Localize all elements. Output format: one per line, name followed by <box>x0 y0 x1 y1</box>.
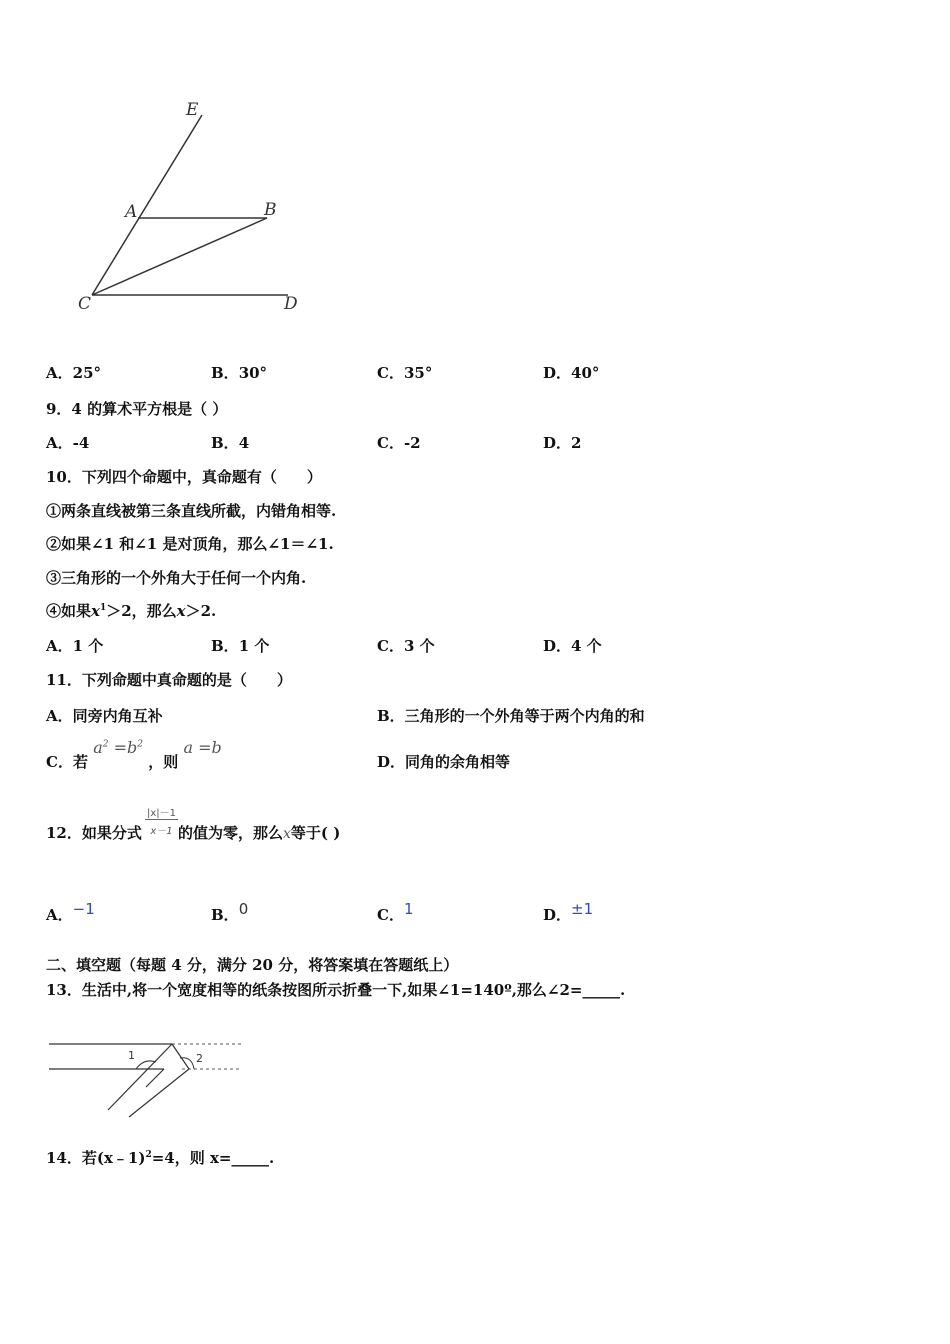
q8-option-d[interactable] <box>543 362 599 383</box>
math-a-eq-b: a =b <box>183 738 222 757</box>
math-sup: 1 <box>99 603 107 613</box>
angle-label-2: 2 <box>196 1052 203 1065</box>
q14-stem <box>46 1147 274 1168</box>
option-text: 1 个 <box>72 637 104 655</box>
line-cb <box>92 218 267 295</box>
q12-option-c[interactable] <box>377 898 414 924</box>
option-text: 4 <box>238 434 250 452</box>
math-var: b <box>126 738 138 757</box>
math-var: x <box>176 602 186 620</box>
q9-option-b[interactable] <box>211 432 249 453</box>
option-text: -2 <box>403 434 421 452</box>
q8-option-a[interactable] <box>46 362 101 383</box>
option-letter: C． <box>377 364 404 382</box>
q10-statement-4 <box>46 600 216 621</box>
q11-option-d[interactable]: D．同角的余角相等 <box>377 753 511 771</box>
text: =4，则 x=_____. <box>151 1149 275 1167</box>
option-text: C．若 <box>46 753 88 771</box>
option-letter: A． <box>46 364 73 382</box>
option-text: 3 个 <box>403 637 435 655</box>
q11-stem: 11．下列命题中真命题的是（ ） <box>46 671 292 689</box>
option-letter: C． <box>377 637 404 655</box>
q11-option-a[interactable]: A．同旁内角互补 <box>46 707 163 725</box>
q10-option-c[interactable] <box>377 635 435 656</box>
option-letter: D． <box>543 906 572 924</box>
option-text: 30° <box>238 364 268 382</box>
math-var: x <box>283 826 291 842</box>
option-text: 4 个 <box>571 637 602 655</box>
line-ce <box>92 115 202 295</box>
option-letter: C． <box>377 434 404 452</box>
math-var: a <box>93 738 103 757</box>
q10-option-d[interactable] <box>543 635 602 656</box>
q10-statement-2: ②如果∠1 和∠1 是对顶角，那么∠1＝∠1. <box>46 535 334 553</box>
q9-option-c[interactable] <box>377 432 421 453</box>
option-text: ，则 <box>148 753 179 771</box>
option-letter: D． <box>543 637 572 655</box>
label-c: C <box>78 294 92 314</box>
q8-option-c[interactable] <box>377 362 432 383</box>
math-var: x <box>91 602 100 620</box>
folded-strip-inner <box>146 1069 164 1087</box>
text: ④如果 <box>46 602 92 620</box>
option-text: 35° <box>403 364 433 382</box>
fold-line-left <box>108 1044 172 1110</box>
option-text: 25° <box>72 364 102 382</box>
option-letter: C． <box>377 906 404 924</box>
option-letter: B． <box>211 906 239 924</box>
option-letter: A． <box>46 434 73 452</box>
q10-stem: 10．下列四个命题中，真命题有（ ） <box>46 468 322 486</box>
paper-fold-figure <box>44 1032 244 1122</box>
fraction <box>145 804 178 837</box>
q8-option-b[interactable] <box>211 362 267 383</box>
text: 12．如果分式 <box>46 824 142 842</box>
option-text: 40° <box>571 364 600 382</box>
option-letter: A． <box>46 637 73 655</box>
fold-line-right <box>172 1044 189 1069</box>
q12-option-d[interactable] <box>543 898 594 924</box>
q9-option-a[interactable] <box>46 432 89 453</box>
math-sup: 2 <box>102 739 109 750</box>
label-b: B <box>264 200 277 220</box>
option-text: 0 <box>238 900 249 918</box>
text: 等于( ) <box>290 824 341 842</box>
q9-stem: 9．4 的算术平方根是（ ） <box>46 400 228 418</box>
option-text: 2 <box>571 434 582 452</box>
q12-stem <box>46 822 142 843</box>
q10-statement-1: ①两条直线被第三条直线所截，内错角相等. <box>46 502 337 520</box>
option-text: -4 <box>72 434 90 452</box>
text: ＞2，那么 <box>106 602 177 620</box>
option-letter: D． <box>543 434 572 452</box>
geometry-figure-abcde <box>70 95 320 325</box>
option-text: ±1 <box>571 900 594 918</box>
q10-option-b[interactable] <box>211 635 269 656</box>
q11-option-b[interactable]: B．三角形的一个外角等于两个内角的和 <box>377 707 645 725</box>
math-a2-eq-b2 <box>93 738 143 757</box>
q10-option-a[interactable] <box>46 635 103 656</box>
q9-option-d[interactable] <box>543 432 581 453</box>
angle-label-1: 1 <box>128 1049 135 1062</box>
angle-1-arc <box>136 1061 156 1069</box>
q13-stem: 13．生活中,将一个宽度相等的纸条按图所示折叠一下,如果∠1=140º,那么∠2=_____. <box>46 981 626 999</box>
label-d: D <box>284 294 298 314</box>
label-e: E <box>186 100 199 120</box>
folded-strip-edge <box>129 1069 189 1117</box>
option-letter: A． <box>46 906 73 924</box>
text: 的值为零，那么 <box>178 824 284 842</box>
text: 14．若(x﹣1) <box>46 1149 146 1167</box>
option-letter: B． <box>211 637 239 655</box>
q12-option-b[interactable] <box>211 898 249 924</box>
option-text: 1 个 <box>238 637 270 655</box>
option-letter: B． <box>211 434 239 452</box>
text: ＞2. <box>185 602 217 620</box>
math-sup: 2 <box>145 1150 152 1160</box>
option-text: −1 <box>72 900 95 918</box>
option-letter: B． <box>211 364 239 382</box>
q11-option-c[interactable] <box>46 737 222 771</box>
label-a: A <box>125 202 138 222</box>
q12-option-a[interactable] <box>46 898 95 924</box>
math-sup: 2 <box>137 739 143 750</box>
fraction-denominator: x－1 <box>150 826 173 837</box>
option-letter: D． <box>543 364 572 382</box>
q10-statement-3: ③三角形的一个外角大于任何一个内角. <box>46 569 307 587</box>
option-text: 1 <box>403 900 414 918</box>
math-op: = <box>113 738 127 757</box>
q12-stem-rest <box>178 822 340 843</box>
fraction-numerator: |x|－1 <box>145 804 178 820</box>
section-heading: 二、填空题（每题 4 分，满分 20 分，将答案填在答题纸上） <box>46 956 459 974</box>
